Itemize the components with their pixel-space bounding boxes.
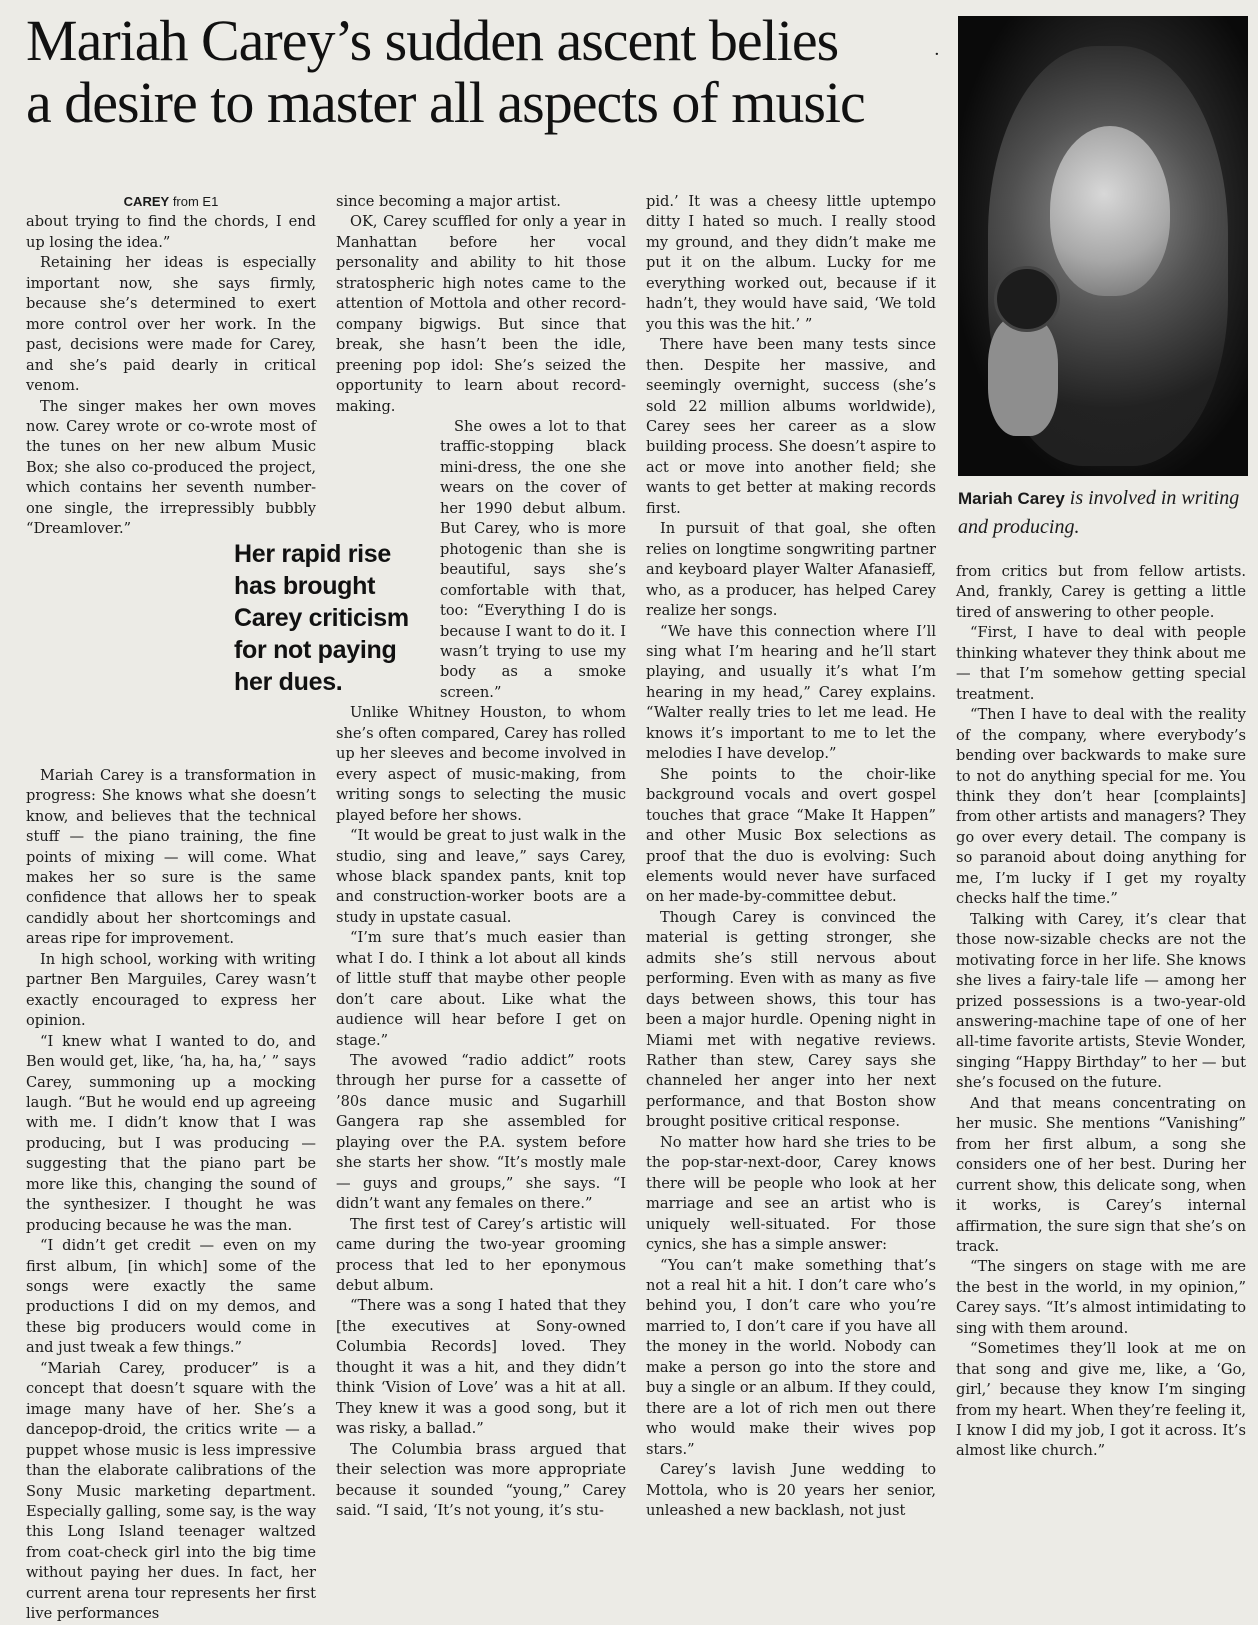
paragraph: “We have this connection where I’ll sing what I’m hearing and he’ll start playing, and usually it’s what I’m hearing in my head,” Carey explains. “Walter really tries to let me lead. He knows it’s important to me to let the melodies I have develop.” <box>646 622 936 763</box>
pull-quote: Her rapid rise has brought Carey criticism for not paying her dues. <box>234 540 409 696</box>
paragraph: There have been many tests since then. Despite her massive, and seemingly overnight, success (she’s sold 22 million albums worldwide), Carey sees her career as a slow building process. She doesn’t aspire to act or move into another field; she wants to get better at making records first. <box>646 336 936 517</box>
photo-face <box>1050 126 1170 296</box>
paragraph: “Mariah Carey, producer” is a concept that doesn’t square with the image many have of her. She’s a dancepop-droid, the critics write — a puppet whose music is less impressive than the elaborate calibrations of the Sony Music marketing department. Especially galling, some say, is the way this Long Island teenager waltzed from coat-check girl into the big time without paying her dues. In fact, her current arena tour represents her first live performances <box>26 1359 316 1623</box>
paragraph: “There was a song I hated that they [the executives at Sony-owned Columbia Records] loved. They thought it was a hit, and they didn’t think ‘Vision of Love’ was a hit at all. They knew it was a good song, but it was risky, a ballad.” <box>336 1297 626 1438</box>
paragraph: “I didn’t get credit — even on my first album, [in which] some of the songs were exactly the same productions I did on my demos, and these big producers would come in and just tweak a few things.” <box>26 1237 316 1357</box>
paragraph: In high school, working with writing partner Ben Marguiles, Carey wasn’t exactly encouraged to express her opinion. <box>26 950 316 1030</box>
paragraph: “You can’t make something that’s not a real hit a hit. I don’t care who’s behind you, I don’t care who you’re married to, I don’t care if you have all the money in the world. Nobody can make a person go into the store and buy a single or an album. If they could, there are a lot of rich men out there who would make their wives pop stars.” <box>646 1256 936 1458</box>
paragraph: “First, I have to deal with people thinking whatever they think about me — that I’m somehow getting special treatment. <box>956 624 1246 703</box>
paragraph: Unlike Whitney Houston, to whom she’s often compared, Carey has rolled up her sleeves and become involved in every aspect of music-making, from writing songs to selecting the music played before her shows. <box>336 704 626 824</box>
caption-name: Mariah Carey <box>958 489 1065 508</box>
paragraph: No matter how hard she tries to be the pop-star-next-door, Carey knows there will be people who look at her marriage and see an artist who is uniquely well-situated. For those cynics, she has a simple answer: <box>646 1133 936 1254</box>
paragraph: Talking with Carey, it’s clear that those now-sizable checks are not the motivating force in her life. She knows she lives a fairy-tale life — among her prized possessions is a two-year-old answering-machine tape of one of her all-time favorite artists, Stevie Wonder, singing “Happy Birthday” to her — but she’s focused on the future. <box>956 910 1246 1092</box>
article-column-4 <box>956 562 1246 1462</box>
paragraph: She owes a lot to that traffic-stopping black mini-dress, the one she wears on the cover of her 1990 debut album. But Carey, who is more photogenic than she is beautiful, says she’s comfortable with that, too: “Everything I do is because I want to do it. I wasn’t trying to use my body as a smoke screen.” <box>440 417 626 701</box>
paragraph: pid.’ It was a cheesy little uptempo ditty I hated so much. I really stood my ground, and they didn’t make me put it on the album. Lucky for me everything worked out, because if it hadn’t, they would have said, ‘We told you this was the hit.’ ” <box>646 193 936 333</box>
paragraph: from critics but from fellow artists. And, frankly, Carey is getting a little tired of answering to other people. <box>956 563 1246 621</box>
paragraph: Retaining her ideas is especially important now, she says firmly, because she’s determined to exert more control over her work. In the past, decisions were made for Carey, and she’s paid dearly in critical venom. <box>26 254 316 395</box>
paragraph: “Sometimes they’ll look at me on that song and give me, like, a ‘Go, girl,’ because they know I’m singing from my heart. When they’re feeling it, I know I did my job, I got it across. It’s almost like church.” <box>956 1340 1246 1460</box>
paragraph: since becoming a major artist. <box>336 193 561 210</box>
headline <box>26 10 946 134</box>
photo-arm <box>988 316 1058 436</box>
paragraph: In pursuit of that goal, she often relies on longtime songwriting partner and keyboard player Walter Afanasieff, who, as a producer, has helped Carey realize her songs. <box>646 520 936 620</box>
photo-caption <box>958 484 1248 541</box>
article-column-3 <box>646 192 936 1521</box>
paragraph: The avowed “radio addict” roots through her purse for a cassette of ’80s dance music and Sugarhill Gangera rap she assembled for playing over the P.A. system before she starts her show. “It’s mostly male — guys and groups,” she says. “I didn’t want any females on there.” <box>336 1052 626 1213</box>
paragraph: Though Carey is convinced the material is getting stronger, she admits she’s still nervous about performing. Even with as many as five days between shows, this tour has been a major hurdle. Opening night in Miami met with negative reviews. Rather than stew, Carey says she channeled her anger into her next performance, and that Boston show brought positive critical response. <box>646 908 936 1131</box>
paragraph: She points to the choir-like background vocals and overt gospel touches that grace “Make It Happen” and other Music Box selections as proof that the duo is evolving: Such elements would never have surfaced on her made-by-committee debut. <box>646 765 936 906</box>
jump-line: CAREY from E1 <box>123 194 219 209</box>
paragraph: “The singers on stage with me are the best in the world, in my opinion,” Carey says. “It’s almost intimidating to sing with them around. <box>956 1258 1246 1337</box>
paragraph: “I’m sure that’s much easier than what I do. I think a lot about all kinds of little stuff that maybe other people don’t care about. Like what the audience will hear before I get on stage.” <box>336 929 626 1049</box>
paragraph: “I knew what I wanted to do, and Ben would get, like, ‘ha, ha, ha,’ ” says Carey, summoning up a mocking laugh. “But he would end up agreeing with me. I didn’t know that I was producing, but I was producing — suggesting that the piano part be more like this, changing the sound of the synthesizer. I thought he was producing because he was the man. <box>26 1032 316 1234</box>
caption-text: is involved in writing and producing. <box>958 487 1240 538</box>
paragraph: Mariah Carey is a transformation in progress: She knows what she doesn’t know, and believes that the technical stuff — the piano training, the fine points of mixing — will come. What makes her so sure is the same confidence that allows her to speak candidly about her shortcomings and areas ripe for improvement. <box>26 766 316 948</box>
paragraph: “Then I have to deal with the reality of the company, where everybody’s bending over backwards to make sure to not do anything special for me. You think they don’t hear [complaints] from other artists and managers? They go over every detail. The company is so paranoid about doing anything for me, I’m lucky if I get my royalty checks half the time.” <box>956 706 1246 908</box>
article-column-1 <box>26 192 316 1625</box>
headline-line-1: Mariah Carey’s sudden ascent belies <box>26 8 839 73</box>
paragraph: The singer makes her own moves now. Carey wrote or co-wrote most of the tunes on her new album Music Box; she also co-produced the project, which contains her seventh number-one single, the irrepressibly bubbly “Dreamlover.” <box>26 397 316 538</box>
article-column-2 <box>336 192 626 1521</box>
paragraph: “It would be great to just walk in the studio, sing and leave,” says Carey, whose black spandex pants, knit top and construction-worker boots are a study in upstate casual. <box>336 827 626 926</box>
mariah-carey-photo <box>958 16 1248 476</box>
headline-dot: · <box>934 44 940 65</box>
paragraph: And that means concentrating on her music. She mentions “Vanishing” from her first album, a song she considers one of her best. During her current show, this delicate song, when it works, is Carey’s internal affirmation, the sure sign that she’s on track. <box>956 1094 1246 1255</box>
microphone-icon <box>994 266 1060 332</box>
paragraph: Carey’s lavish June wedding to Mottola, who is 20 years her senior, unleashed a new backlash, not just <box>646 1461 936 1519</box>
paragraph: about trying to find the chords, I end up losing the idea.” <box>26 213 316 251</box>
paragraph: OK, Carey scuffled for only a year in Manhattan before her vocal personality and ability to hit those stratospheric high notes came to the attention of Mottola and other record-company bigwigs. But since that break, she hasn’t been the idle, preening pop idol: She’s seized the opportunity to learn about record-making. <box>336 213 626 415</box>
paragraph: The Columbia brass argued that their selection was more appropriate because it sounded “young,” Carey said. “I said, ‘It’s not young, it’s stu- <box>336 1440 626 1519</box>
headline-line-2: a desire to master all aspects of music <box>26 70 865 135</box>
paragraph: The first test of Carey’s artistic will came during the two-year grooming process that led to her eponymous debut album. <box>336 1215 626 1295</box>
